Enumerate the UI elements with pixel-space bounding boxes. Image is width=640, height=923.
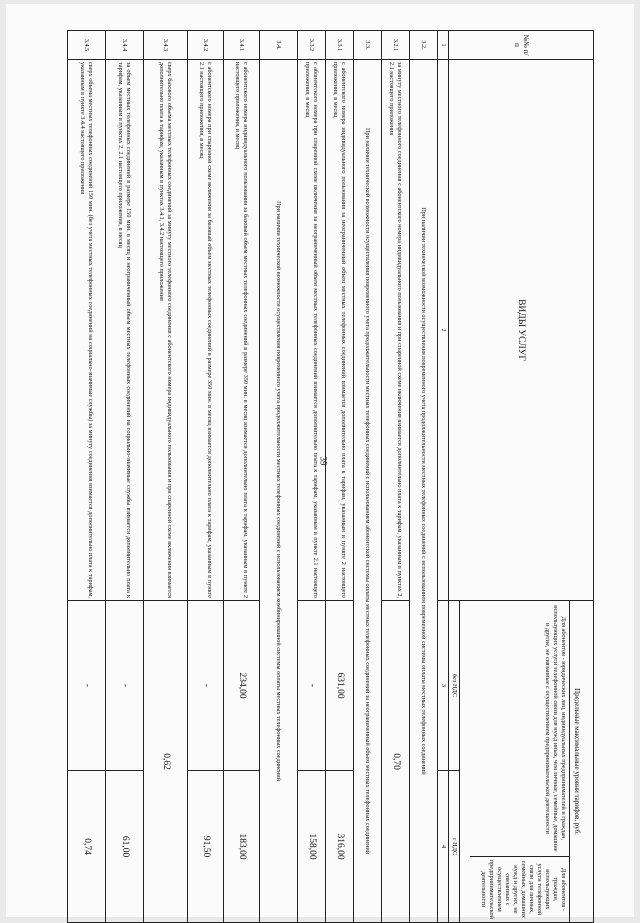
tariff-no-vat: 631,00 — [325, 601, 353, 771]
tariff-levels-header — [460, 601, 594, 923]
section-row-3-4 — [259, 31, 297, 923]
col-number-3: 3 — [437, 601, 448, 771]
column-numbers-row — [437, 31, 448, 923]
header-row — [460, 31, 594, 923]
row-number: 3.4.2 — [187, 31, 223, 60]
tariff-levels-title: Предельные максимальные уровни тарифов, руб. — [569, 601, 583, 922]
citizens-header: Для абонентов - граждан, использующих услуги телефонной связи для личных, семейных, домашних нужд и других, не связанных с осуществлением предпринимательской деятельности — [479, 859, 568, 919]
tariff-no-vat: - — [297, 601, 325, 771]
row-number: 3.4.4 — [105, 31, 143, 60]
row-number: 3.3.2 — [297, 31, 325, 60]
row-number: 3.2.1 — [381, 31, 409, 60]
legal-entities-header: Для абонентов - юридических лиц, индивидуальных предпринимателей и граждан, использующих услуги телефонной связи для нужд иных, чем личные, семейные, домашние и другие, не связанные с осуществлением предпринимательской деятельности — [470, 601, 569, 857]
section-row-3-3 — [353, 31, 381, 923]
tariff-with-vat: 91,50 — [187, 771, 223, 923]
service-text: с абонентского номера индивидуального пользования за неограниченный объем местных телефонных соединений взимается дополнительно плата к тарифам, указанным в пункте 2 настоящего приложения, в месяц — [325, 60, 353, 601]
row-3-4-1 — [223, 31, 259, 923]
section-text: При наличии технической возможности осуществления повременного учета продолжительности местных телефонных соединений с использованием абонентской системы оплаты местных телефонных соединений за неограниченный объем местных телефонных соединений — [353, 60, 381, 923]
section-row-3-2 — [409, 31, 437, 923]
no-vat-header: без НДС — [448, 601, 459, 771]
row-3-3-1 — [325, 31, 353, 923]
document-page — [6, 4, 634, 917]
row-3-4-3 — [143, 31, 187, 923]
service-text: за объем местных телефонных соединений в размере 150 мин. в месяц и неограниченный объем местных телефонных соединений на социально-значимые службы взимается дополнительно плата к тарифам, указанным в пунктах 2, 2.1 настоящего приложения, в месяц — [105, 60, 143, 601]
tariff-no-vat: 234,00 — [223, 601, 259, 771]
services-header: ВИДЫ УСЛУГ — [448, 60, 593, 601]
service-text: с абонентского номера при спаренной схеме включения за базовый объем местных телефонных соединений в размере 350 мин. в месяц взимается дополнительно плата к тарифам, указанным в пункте 2.1 настоящего приложения, в месяц — [187, 60, 223, 601]
row-3-3-2 — [297, 31, 325, 923]
row-number: 3.4.5 — [67, 31, 105, 60]
row-3-4-4 — [105, 31, 143, 923]
section-text: При наличии технической возможности осуществления повременного учета продолжительности местных телефонных соединений с использованием комбинированной системы оплаты местных телефонных соединений — [259, 60, 297, 923]
tariff-value: 0,70 — [381, 601, 409, 923]
page-number: 39 — [318, 456, 329, 466]
row-number: 3.3. — [353, 31, 381, 60]
tariff-with-vat: 316,00 — [325, 771, 353, 923]
rotated-table-block — [79, 30, 594, 922]
service-text: с абонентского номера при спаренной схеме включения за неограниченный объем местных телефонных соединений взимается дополнительно плата к тарифам, указанным в пункте 2.1 настоящего приложения, в месяц — [297, 60, 325, 601]
num-header: №№ п/п — [448, 31, 593, 60]
tariff-value: 0,62 — [143, 601, 187, 923]
tariff-with-vat: 61,00 — [105, 771, 143, 923]
col-number-1: 1 — [437, 31, 448, 60]
service-text: за минуту местного телефонного соединения с абонентского номера индивидуального пользования и при спаренной схеме включения взимается дополнительно плата к тарифам, указанным в пунктах 2, 2.1 настоящего приложения — [381, 60, 409, 601]
section-text: При наличии технической возможности осуществления повременного учета продолжительности местных телефонных соединений с использованием повременной системы оплаты местных телефонных соединений — [409, 60, 437, 923]
service-text: сверх базового объема местных телефонных соединений за минуту местного телефонного соединения с абонентского номера индивидуального пользования и при спаренной схеме включения взимается дополнительно плата к тарифам, указанным в пунктах 3.4.1, 3.4.2 настоящего приложения — [143, 60, 187, 601]
row-3-4-2 — [187, 31, 223, 923]
with-vat-header: с НДС — [448, 771, 459, 923]
service-text: с абонентского номера индивидуального пользования за базовый объем местных телефонных соединений в размере 350 мин. в месяц взимается дополнительно плата к тарифам, указанным в пункте 2 настоящего приложения, в месяц — [223, 60, 259, 601]
row-number: 3.4.1 — [223, 31, 259, 60]
tariff-with-vat: 158,00 — [297, 771, 325, 923]
tariff-table — [67, 30, 594, 923]
tariff-no-vat: - — [105, 601, 143, 771]
tariff-with-vat: 183,00 — [223, 771, 259, 923]
tariff-no-vat: - — [187, 601, 223, 771]
tariff-with-vat: 0,74 — [67, 771, 105, 923]
tariff-no-vat: - — [67, 601, 105, 771]
row-number: 3.4. — [259, 31, 297, 60]
col-number-4: 4 — [437, 771, 448, 923]
subheader-group — [470, 601, 569, 922]
row-number: 3.4.3 — [143, 31, 187, 60]
row-number: 3.2. — [409, 31, 437, 60]
col-number-2: 2 — [437, 60, 448, 601]
service-text: сверх объема местных телефонных соединений 150 мин. (без учета местных телефонных соединений на социально-значимые службы) за минуту соединения взимается дополнительно плата к тарифам, указанным в пункте 3.4.4 настоящего приложения — [67, 60, 105, 601]
row-3-4-5 — [67, 31, 105, 923]
row-number: 3.3.1 — [325, 31, 353, 60]
row-3-2-1 — [381, 31, 409, 923]
